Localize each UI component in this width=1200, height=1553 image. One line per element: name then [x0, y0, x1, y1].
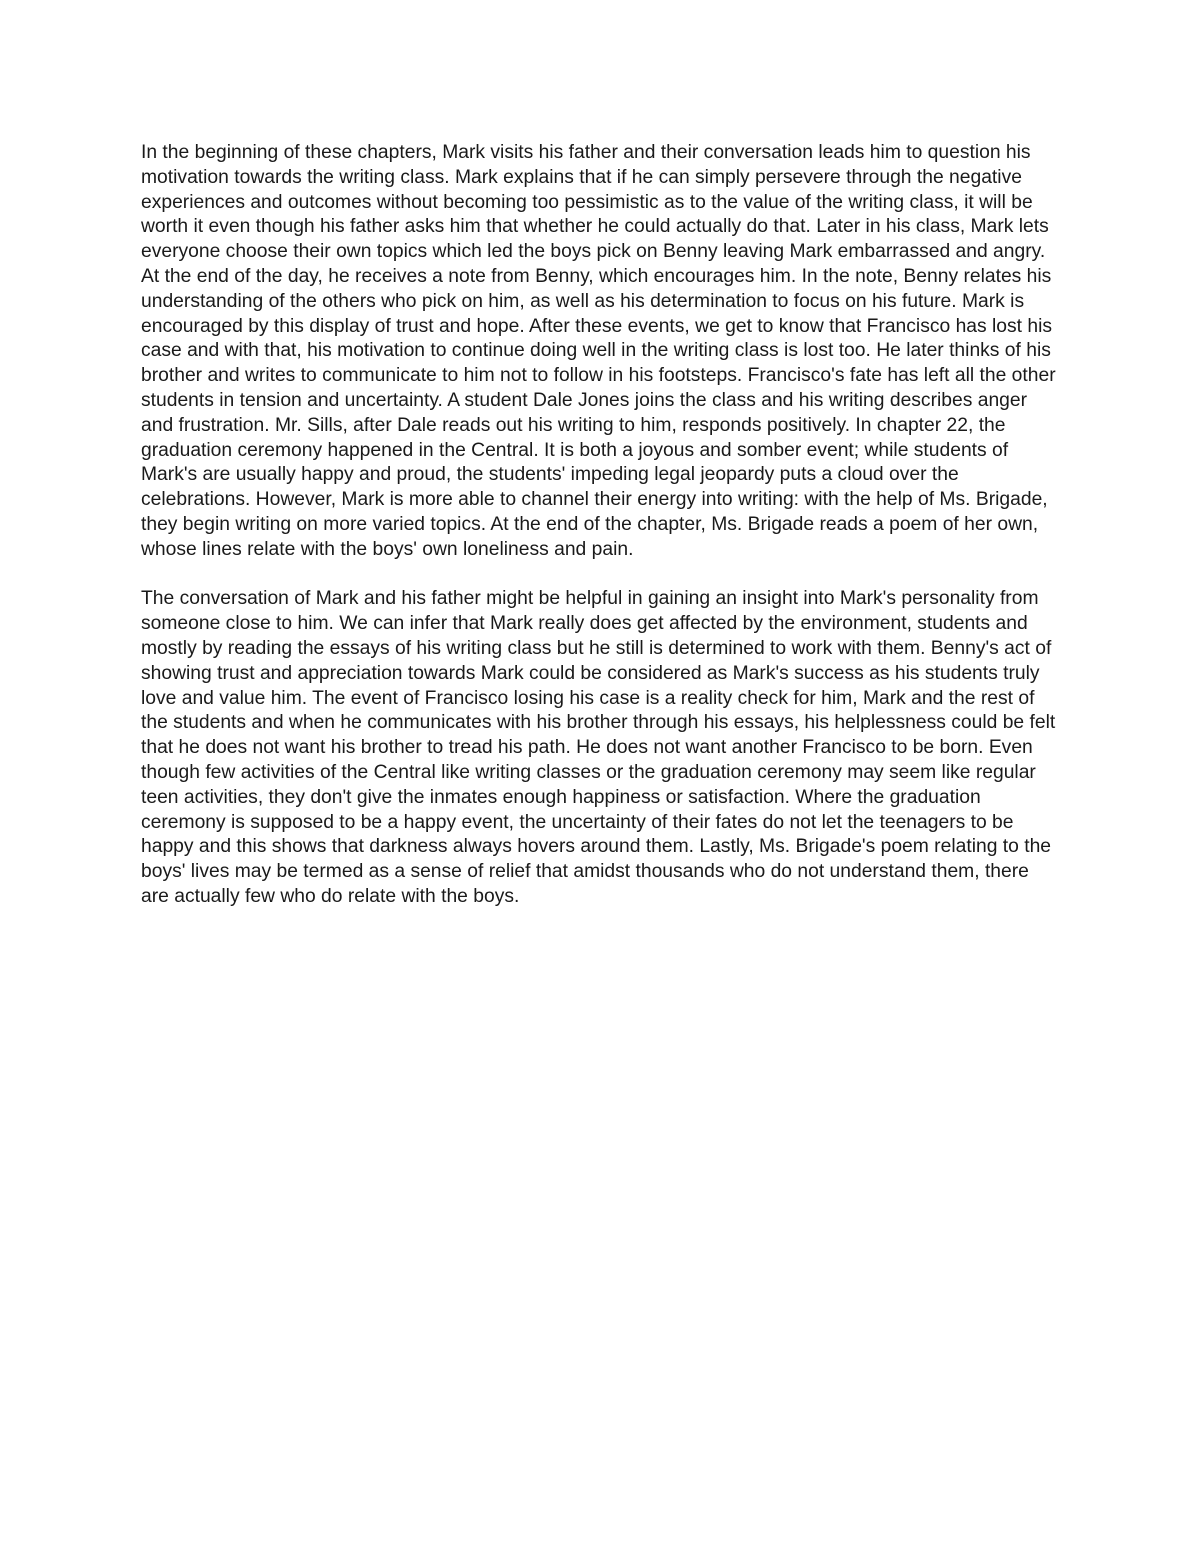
paragraph-summary: In the beginning of these chapters, Mark visits his father and their conversation leads him to question his motivation towards the writing class. Mark explains that if he can simply persevere through the negative experiences and outcomes without becoming too pessimistic as to the value of the writing class, it will be worth it even though his father asks him that whether he could actually do that. Later in his class, Mark lets everyone choose their own topics which led the boys pick on Benny leaving Mark embarrassed and angry. At the end of the day, he receives a note from Benny, which encourages him. In the note, Benny relates his understanding of the others who pick on him, as well as his determination to focus on his future. Mark is encouraged by this display of trust and hope. After these events, we get to know that Francisco has lost his case and with that, his motivation to continue doing well in the writing class is lost too. He later thinks of his brother and writes to communicate to him not to follow in his footsteps. Francisco's fate has left all the other students in tension and uncertainty. A student Dale Jones joins the class and his writing describes anger and frustration. Mr. Sills, after Dale reads out his writing to him, responds positively. In chapter 22, the graduation ceremony happened in the Central. It is both a joyous and somber event; while students of Mark's are usually happy and proud, the students' impeding legal jeopardy puts a cloud over the celebrations. However, Mark is more able to channel their energy into writing: with the help of Ms. Brigade, they begin writing on more varied topics. At the end of the chapter, Ms. Brigade reads a poem of her own, whose lines relate with the boys' own loneliness and pain.: [141, 142, 1056, 560]
document-body: [141, 141, 1061, 910]
paragraph-analysis: The conversation of Mark and his father might be helpful in gaining an insight into Mark's personality from someone close to him. We can infer that Mark really does get affected by the environment, students and mostly by reading the essays of his writing class but he still is determined to work with them. Benny's act of showing trust and appreciation towards Mark could be considered as Mark's success as his students truly love and value him. The event of Francisco losing his case is a reality check for him, Mark and the rest of the students and when he communicates with his brother through his essays, his helplessness could be felt that he does not want his brother to tread his path. He does not want another Francisco to be born. Even though few activities of the Central like writing classes or the graduation ceremony may seem like regular teen activities, they don't give the inmates enough happiness or satisfaction. Where the graduation ceremony is supposed to be a happy event, the uncertainty of their fates do not let the teenagers to be happy and this shows that darkness always hovers around them. Lastly, Ms. Brigade's poem relating to the boys' lives may be termed as a sense of relief that amidst thousands who do not understand them, there are actually few who do relate with the boys.: [141, 588, 1056, 907]
